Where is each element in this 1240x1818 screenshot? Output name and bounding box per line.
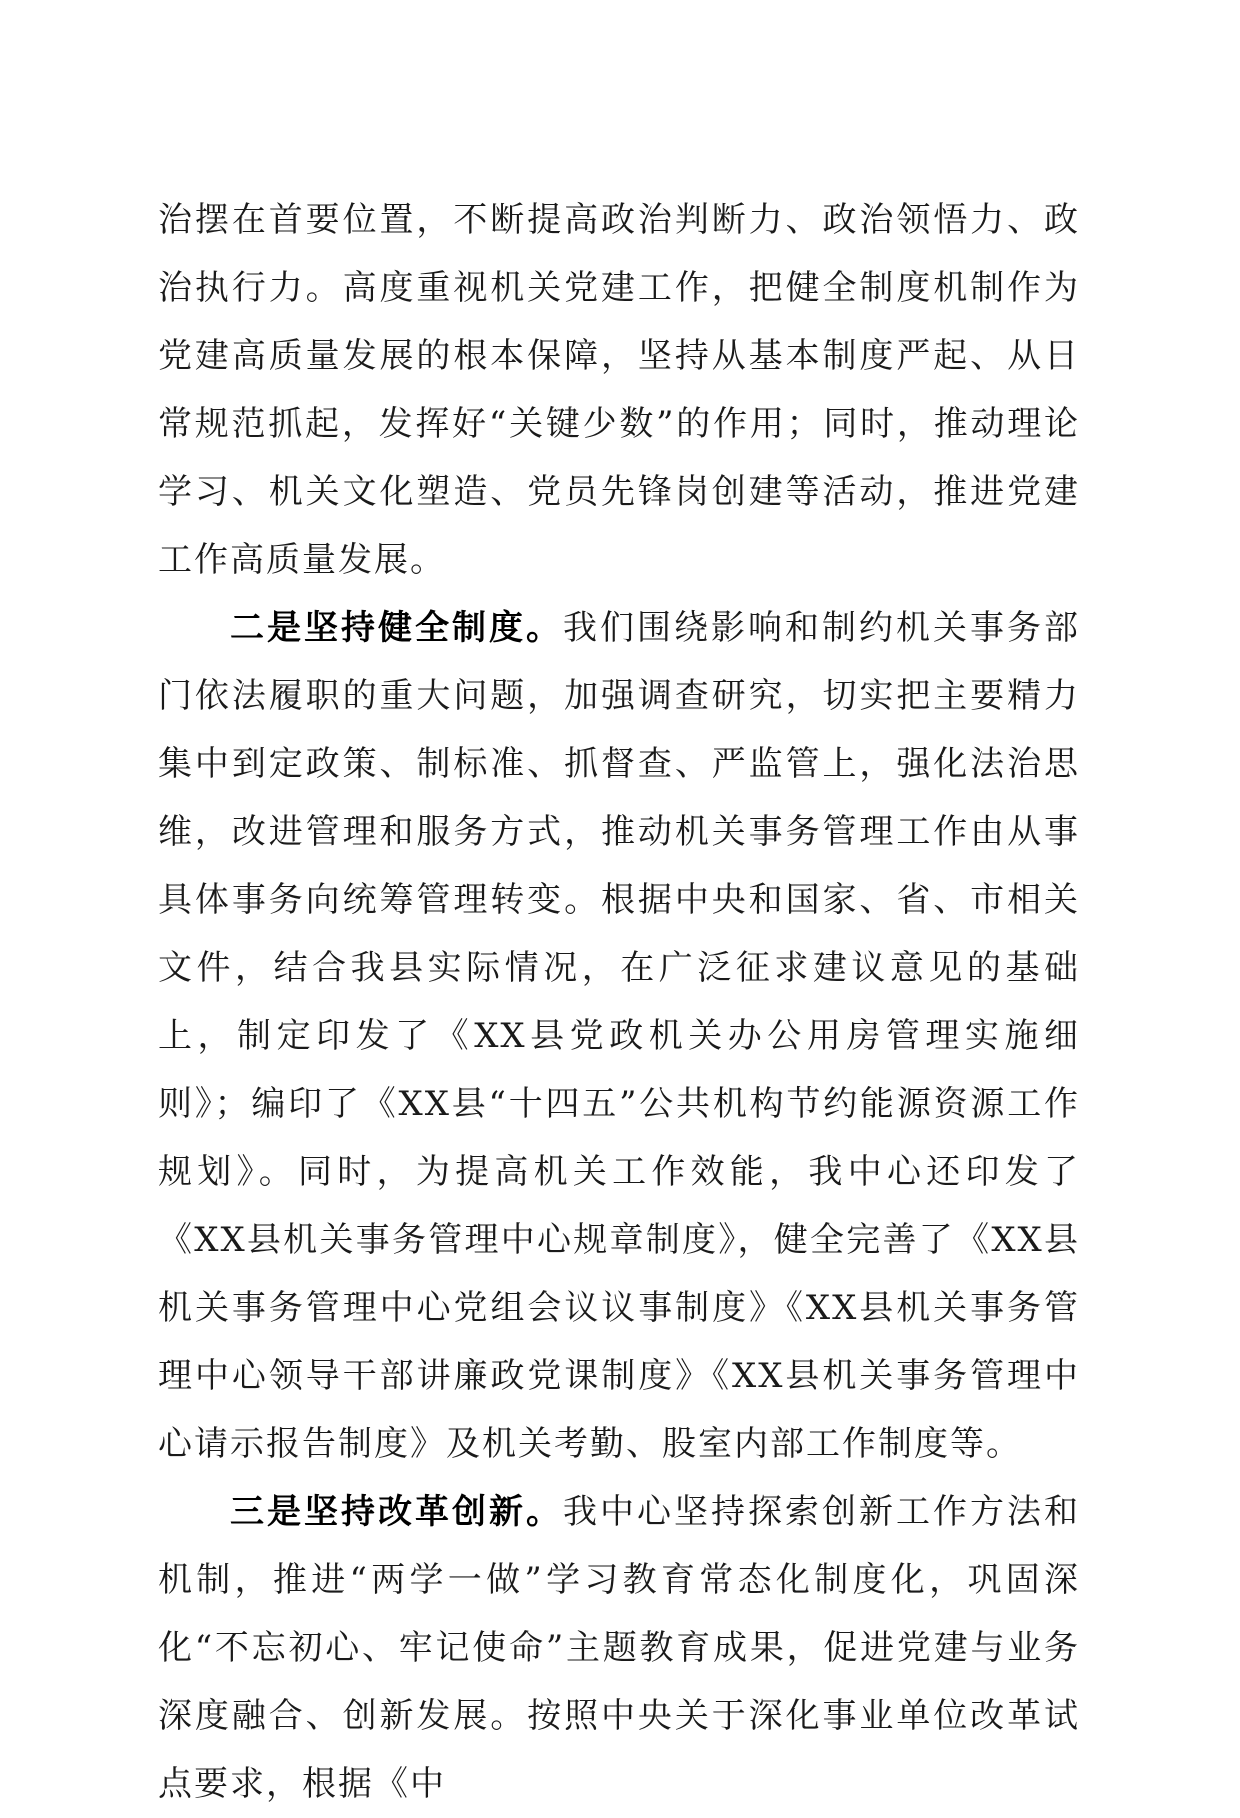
paragraph-text: 我中心坚持探索创新工作方法和机制，推进“两学一做”学习教育常态化制度化，巩固深化“不忘初心、牢记使命”主题教育成果，促进党建与业务深度融合、创新发展。按照中央关于深化事业单位改革试点要求，根据《中 xyxy=(158,1492,1080,1804)
paragraph-reform-innovation xyxy=(158,1478,1080,1818)
paragraph-lead-heading: 二是坚持健全制度。 xyxy=(230,608,563,648)
document-body xyxy=(158,186,1080,1818)
paragraph-sound-system xyxy=(158,594,1080,1478)
paragraph-lead-heading: 三是坚持改革创新。 xyxy=(230,1492,563,1532)
paragraph-text: 我们围绕影响和制约机关事务部门依法履职的重大问题，加强调查研究，切实把主要精力集中到定政策、制标准、抓督查、严监管上，强化法治思维，改进管理和服务方式，推动机关事务管理工作由从事具体事务向统筹管理转变。根据中央和国家、省、市相关文件，结合我县实际情况，在广泛征求建议意见的基础上，制定印发了《XX县党政机关办公用房管理实施细则》；编印了《XX县“十四五”公共机构节约能源资源工作规划》。同时，为提高机关工作效能，我中心还印发了《XX县机关事务管理中心规章制度》，健全完善了《XX县机关事务管理中心党组会议议事制度》《XX县机关事务管理中心领导干部讲廉政党课制度》《XX县机关事务管理中心请示报告制度》及机关考勤、股室内部工作制度等。 xyxy=(158,608,1080,1464)
paragraph-text: 治摆在首要位置，不断提高政治判断力、政治领悟力、政治执行力。高度重视机关党建工作，把健全制度机制作为党建高质量发展的根本保障，坚持从基本制度严起、从日常规范抓起，发挥好“关键少数”的作用；同时，推动理论学习、机关文化塑造、党员先锋岗创建等活动，推进党建工作高质量发展。 xyxy=(158,200,1080,580)
paragraph-party-building xyxy=(158,186,1080,594)
